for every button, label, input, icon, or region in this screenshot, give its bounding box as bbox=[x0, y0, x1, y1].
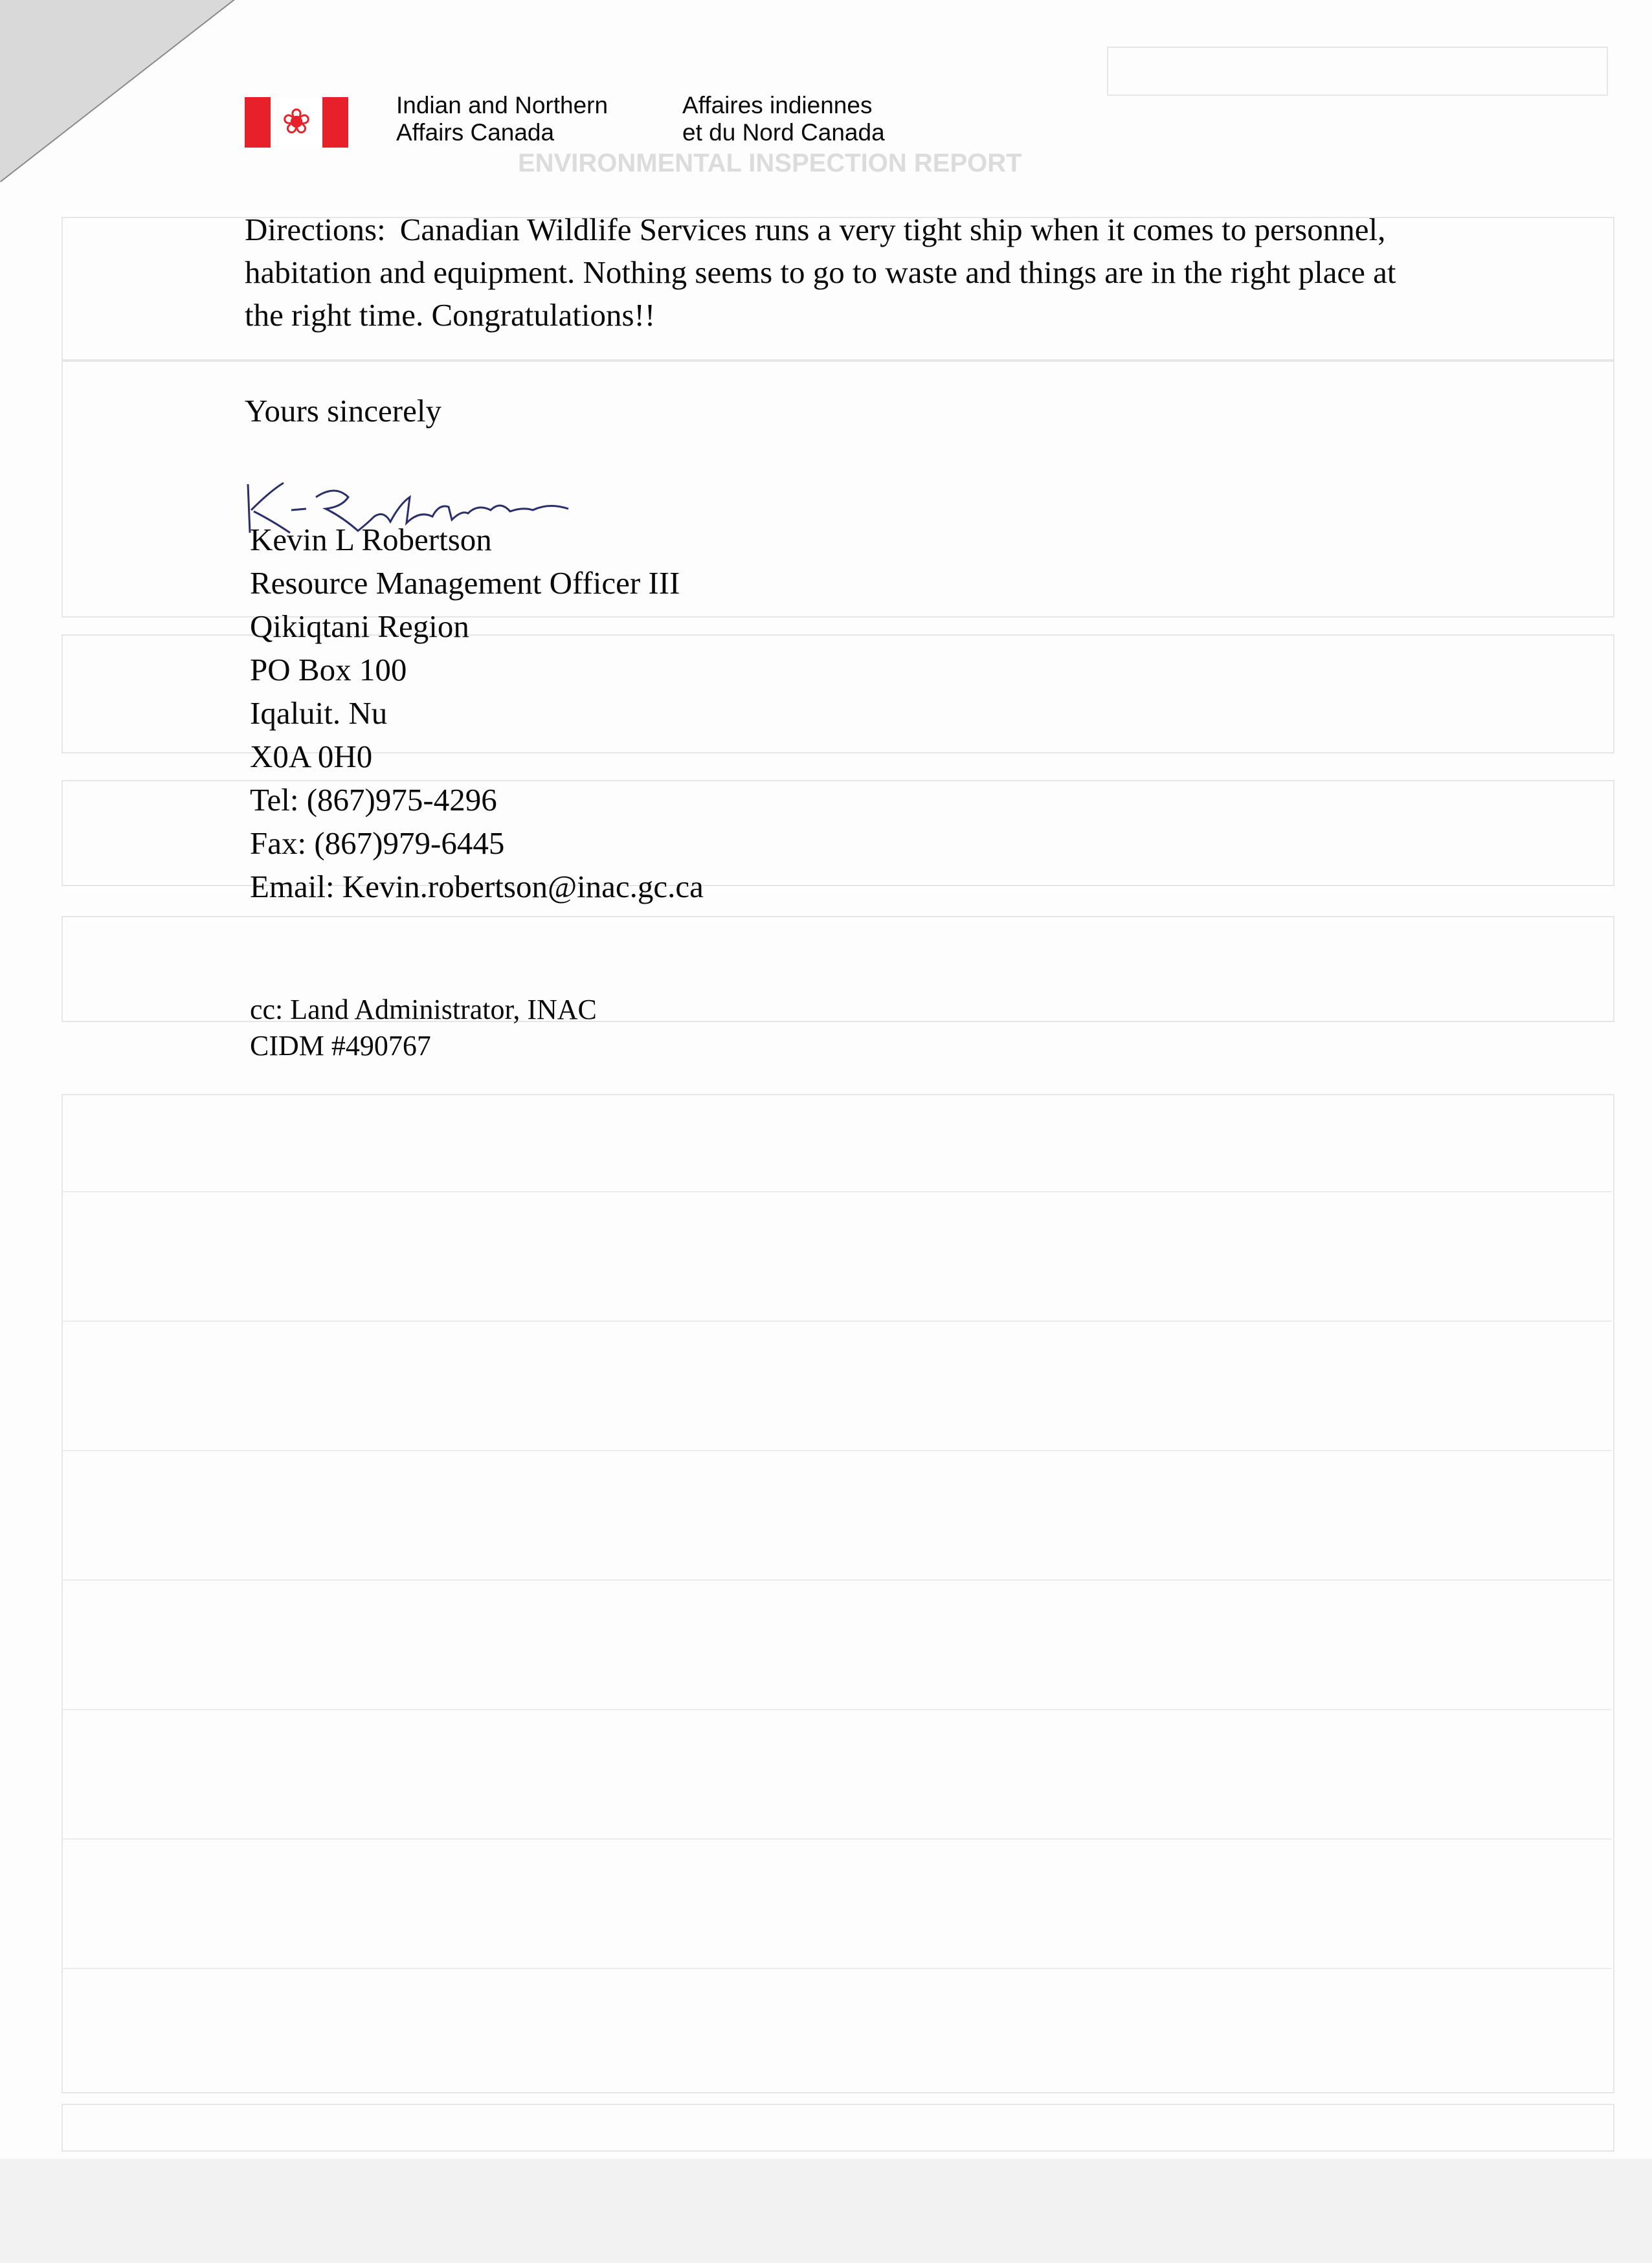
cidm-number: CIDM #490767 bbox=[250, 1030, 431, 1062]
canada-flag-icon bbox=[245, 97, 348, 148]
page-bottom-edge bbox=[0, 2159, 1652, 2263]
signatory-name: Kevin L Robertson bbox=[250, 522, 492, 557]
department-name-french bbox=[682, 92, 885, 146]
bleed-through-box bbox=[61, 2104, 1614, 2152]
signatory-city: Iqaluit. Nu bbox=[250, 695, 388, 731]
bleed-through-line bbox=[61, 1709, 1612, 1710]
signatory-po-box: PO Box 100 bbox=[250, 652, 407, 687]
signatory-title: Resource Management Officer III bbox=[250, 565, 680, 601]
directions-paragraph bbox=[245, 208, 1423, 337]
closing-salutation: Yours sincerely bbox=[245, 393, 441, 429]
department-name-french-line2: et du Nord Canada bbox=[682, 119, 885, 146]
bleed-through-line bbox=[61, 1321, 1612, 1322]
bleed-through-box bbox=[61, 1094, 1614, 2093]
department-name-english-line1: Indian and Northern bbox=[396, 92, 608, 118]
bleed-through-box bbox=[1107, 47, 1608, 96]
department-name-english bbox=[396, 92, 608, 146]
footer-block bbox=[250, 992, 597, 1064]
bleed-through-form-title: ENVIRONMENTAL INSPECTION REPORT bbox=[518, 149, 1022, 177]
bleed-through-line bbox=[61, 1968, 1612, 1969]
bleed-through-line bbox=[61, 1191, 1612, 1192]
department-name-french-line1: Affaires indiennes bbox=[682, 92, 873, 118]
signatory-fax: Fax: (867)979-6445 bbox=[250, 825, 505, 861]
signatory-postal-code: X0A 0H0 bbox=[250, 739, 373, 774]
signatory-block bbox=[250, 518, 704, 908]
bleed-through-line bbox=[61, 1838, 1612, 1840]
department-name-english-line2: Affairs Canada bbox=[396, 119, 555, 146]
bleed-through-line bbox=[61, 1450, 1612, 1451]
signatory-region: Qikiqtani Region bbox=[250, 608, 469, 644]
bleed-through-line bbox=[61, 1579, 1612, 1581]
directions-text: Canadian Wildlife Services runs a very tight ship when it comes to personnel, habitation and equipment. Nothing seems to go to waste and things are in the right place at the right time. Congratulations!! bbox=[245, 212, 1396, 333]
cc-line: cc: Land Administrator, INAC bbox=[250, 994, 597, 1025]
signatory-telephone: Tel: (867)975-4296 bbox=[250, 782, 497, 818]
directions-label: Directions: bbox=[245, 212, 386, 247]
signatory-email: Email: Kevin.robertson@inac.gc.ca bbox=[250, 869, 704, 904]
maple-leaf-icon: ❀ bbox=[282, 101, 311, 142]
